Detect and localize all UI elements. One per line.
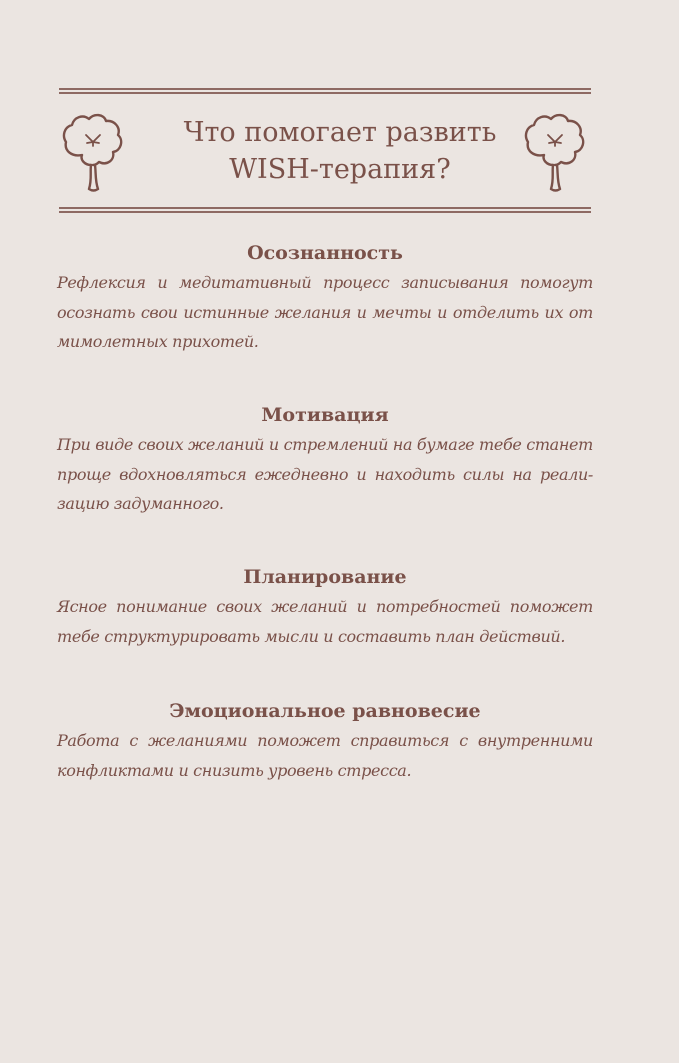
section-planning xyxy=(57,564,593,651)
text-line: Рефлексия и медитативный процесс записывания помогут xyxy=(57,273,593,292)
section-text xyxy=(57,430,593,519)
tree-icon xyxy=(58,110,128,194)
section-motivation xyxy=(57,402,593,519)
section-heading: Эмоциональное равновесие xyxy=(169,700,481,722)
page-title-line-1: Что помогает развить xyxy=(183,117,497,148)
section-awareness xyxy=(57,240,593,357)
text-line: Работа с желаниями поможет справиться с внутренними xyxy=(57,731,593,750)
section-text xyxy=(57,592,593,651)
text-line: Ясное понимание своих желаний и потребностей поможет xyxy=(57,597,593,616)
text-line: мимолетных прихотей. xyxy=(57,332,259,351)
section-heading: Планирование xyxy=(243,566,407,588)
section-text xyxy=(57,268,593,357)
text-line: осознать свои истинные желания и мечты и отделить их от xyxy=(57,302,593,322)
section-heading: Мотивация xyxy=(261,404,389,426)
text-line: тебе структурировать мысли и составить план действий. xyxy=(57,626,566,646)
text-line: зацию задуманного. xyxy=(57,494,224,513)
header-top-rule xyxy=(59,88,591,94)
text-line: проще вдохновляться ежедневно и находить силы на реали- xyxy=(57,464,593,484)
page-title xyxy=(140,114,540,188)
section-heading: Осознанность xyxy=(247,242,403,264)
section-text xyxy=(57,726,593,785)
page-title-line-2: WISH-терапия? xyxy=(229,154,451,185)
text-line: При виде своих желаний и стремлений на бумаге тебе станет xyxy=(57,435,593,454)
section-emotional-balance xyxy=(57,698,593,785)
text-line: конфликтами и снизить уровень стресса. xyxy=(57,760,412,780)
header-bottom-rule xyxy=(59,207,591,213)
